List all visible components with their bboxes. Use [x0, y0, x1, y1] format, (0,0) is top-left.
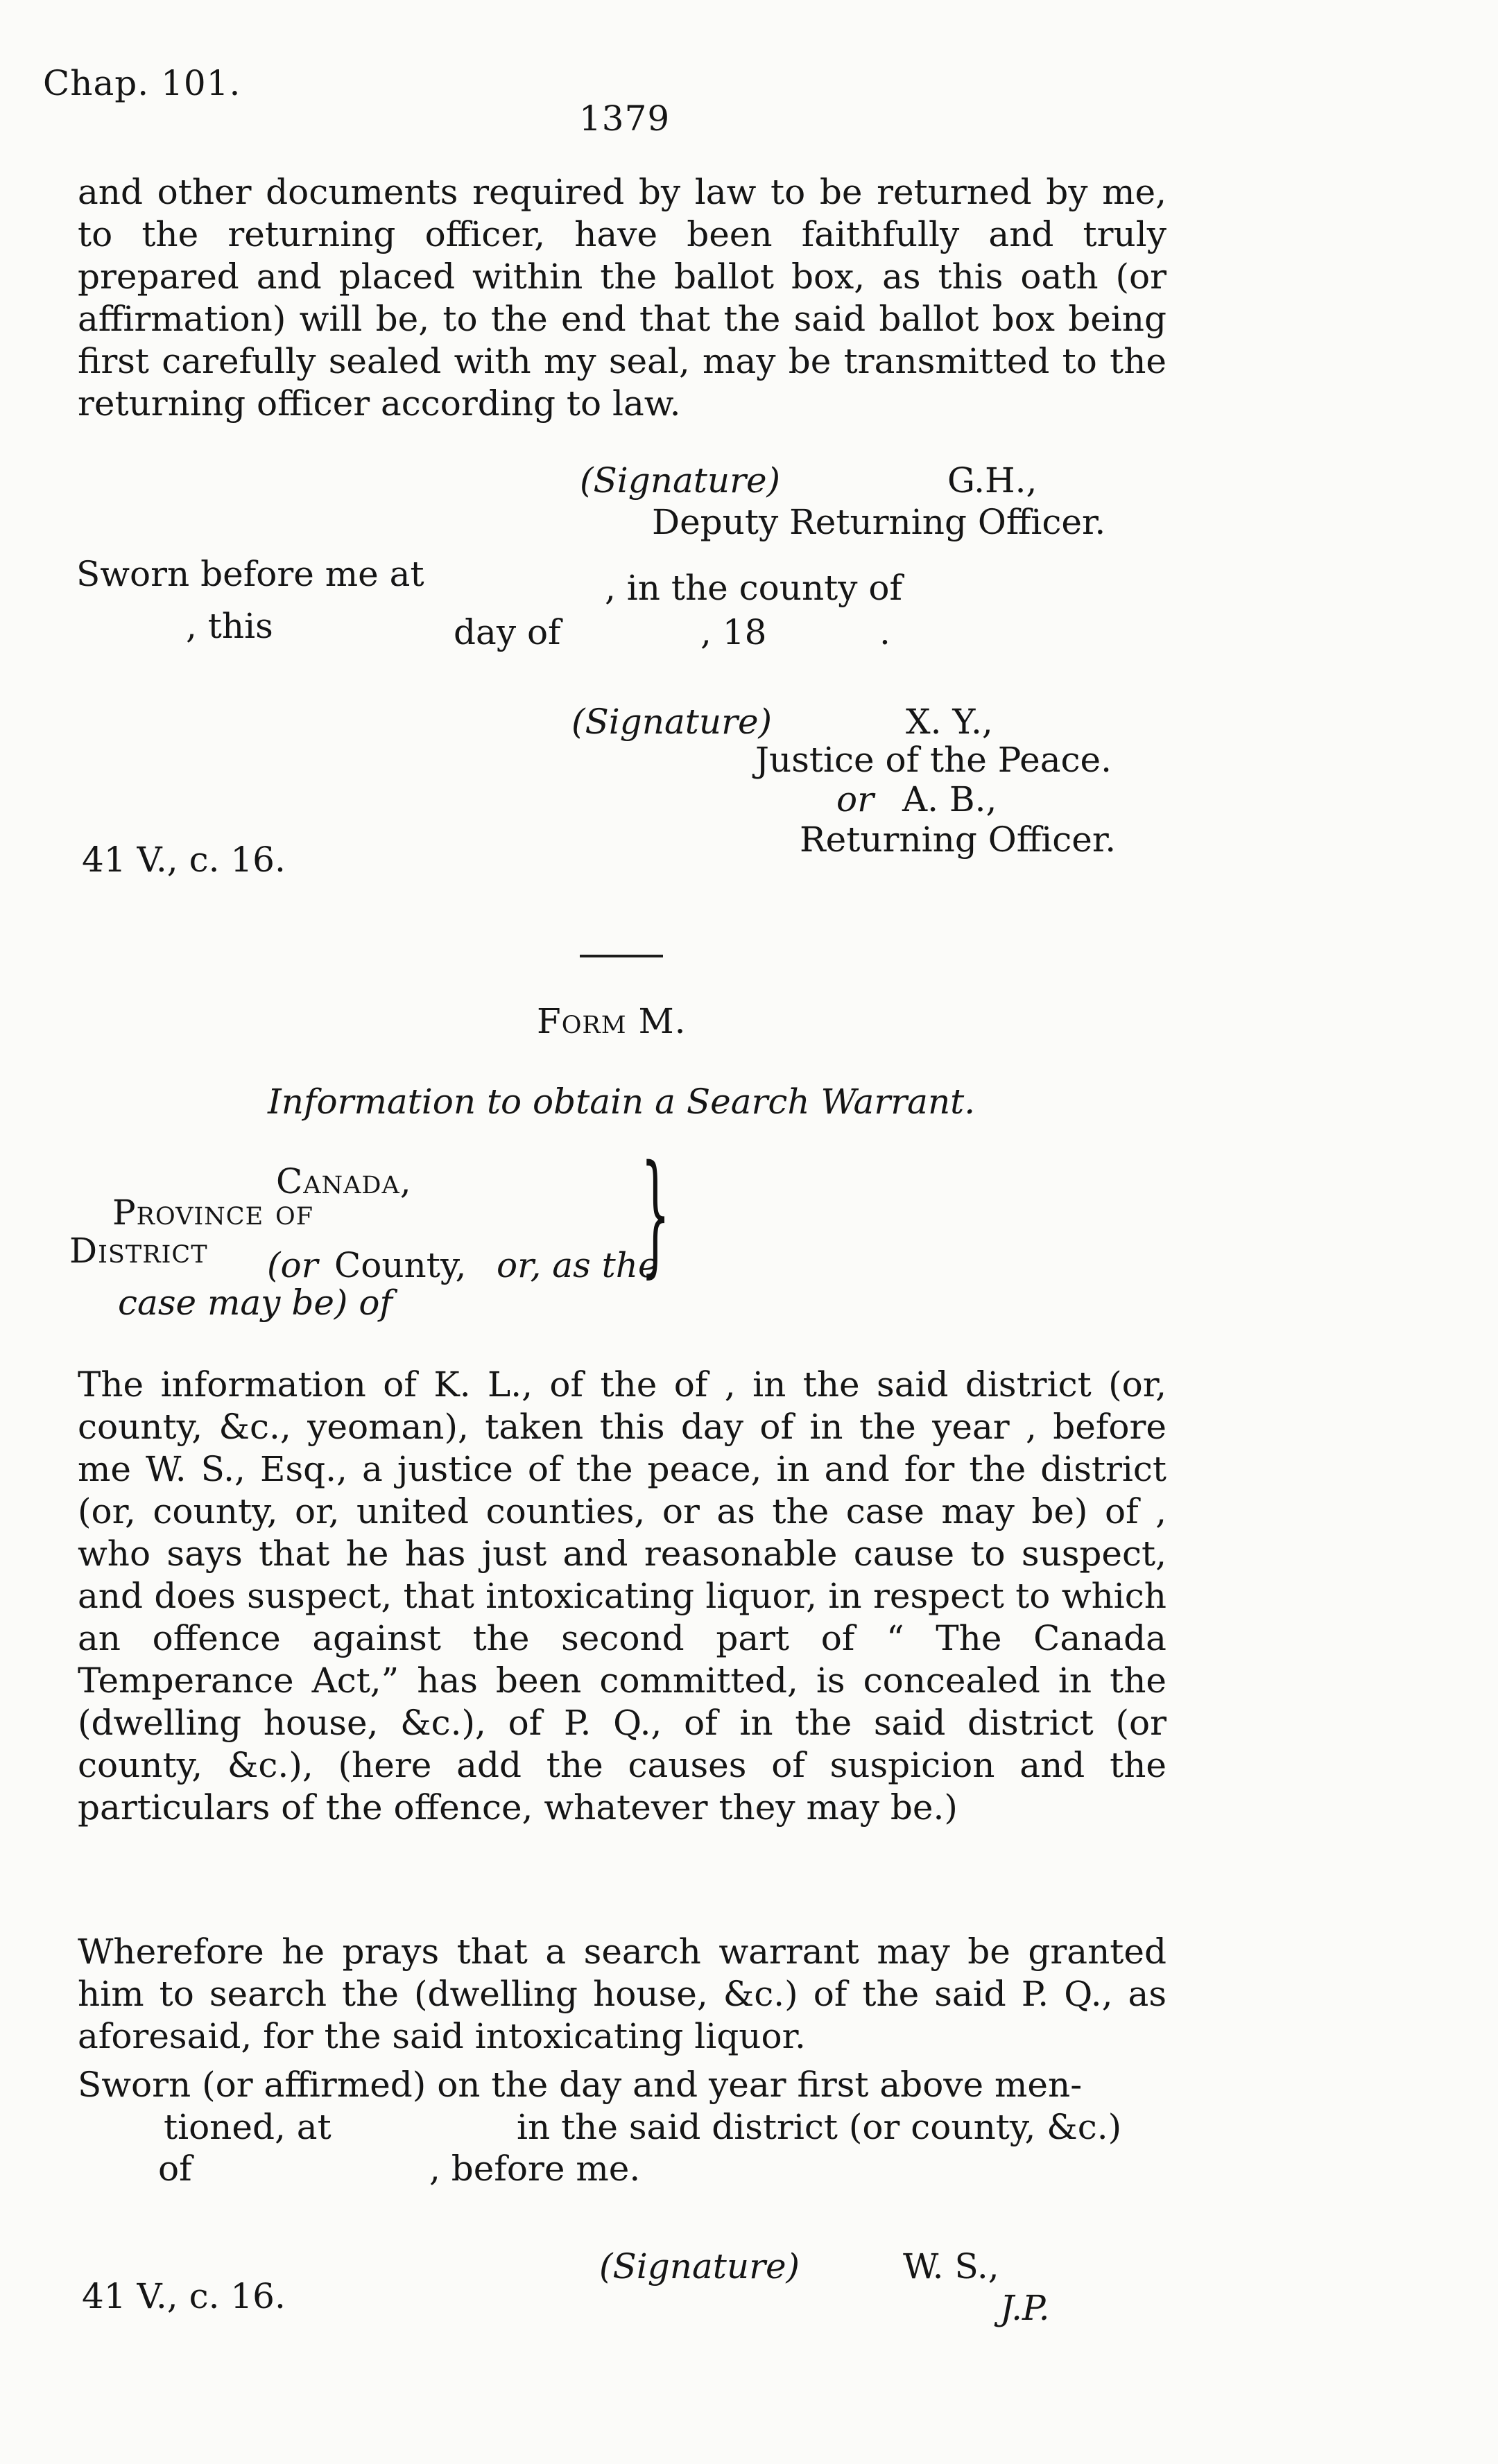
district-clause: in the said district (or county, &c.) — [517, 2107, 1122, 2147]
page-number: 1379 — [579, 98, 671, 139]
caption-county: County, — [334, 1245, 467, 1285]
information-paragraph: The information of K. L., of the of , in the said district (or, county, &c., yeoman), taken this day of in the year , before me W. S., Esq., a justice of the peace, in and for the district (or, county, or, united counties, or as the case may be) of , who says that he has just and reasonable cause to suspect, and does suspect, that intoxicating liquor, in respect to which an offence against the second part of “ The Canada Temperance Act,” has been committed, is concealed in the (dwelling house, &c.), of P. Q., of in the said district (or county, &c.), (here add the causes of suspicion and the particulars of the offence, whatever they may be.) — [78, 1364, 1166, 1828]
or-label: or — [836, 779, 875, 819]
section-divider — [580, 955, 663, 957]
county-of-label: , in the county of — [605, 568, 903, 608]
form-signature-title: J.P. — [1000, 2288, 1050, 2328]
sentence-end-period: . — [879, 612, 890, 652]
form-signature-label: (Signature) — [599, 2246, 800, 2287]
chapter-heading: Chap. 101. — [43, 63, 241, 103]
caption-district: District — [69, 1231, 208, 1271]
justice-title: Justice of the Peace. — [755, 740, 1112, 780]
caption-brace: } — [641, 1137, 671, 1290]
caption-as-the: or, as the — [497, 1245, 659, 1285]
signature-initials: G.H., — [947, 460, 1038, 501]
mentioned-at-label: tioned, at — [164, 2107, 332, 2147]
form-title: Form M. — [537, 1001, 687, 1041]
sworn-affirmed-line: Sworn (or affirmed) on the day and year first above men- — [78, 2065, 1083, 2105]
top-citation: 41 V., c. 16. — [82, 840, 286, 880]
wherefore-paragraph: Wherefore he prays that a search warrant may be granted him to search the (dwelling house, &c.) of the said P. Q., as aforesaid, for the said intoxicating liquor. — [78, 1932, 1166, 2056]
returning-officer-title: Returning Officer. — [800, 819, 1117, 860]
deputy-returning-officer-title: Deputy Returning Officer. — [652, 502, 1106, 542]
form-signature-name: W. S., — [903, 2246, 999, 2287]
day-of-label: day of — [454, 612, 561, 652]
justice-signature-name: X. Y., — [906, 702, 993, 742]
signature-label: (Signature) — [580, 460, 781, 501]
caption-case-may-be: case may be) of — [118, 1283, 393, 1323]
bottom-citation: 41 V., c. 16. — [82, 2276, 286, 2316]
before-me-label: , before me. — [429, 2149, 641, 2189]
this-day-label: , this — [186, 606, 273, 646]
justice-signature-label: (Signature) — [571, 702, 773, 742]
caption-canada: Canada, — [276, 1161, 412, 1201]
alternate-name: A. B., — [902, 779, 997, 819]
caption-or: (or — [267, 1245, 318, 1285]
of-label: of — [158, 2149, 192, 2189]
sworn-before-label: Sworn before me at — [76, 554, 424, 594]
form-subtitle: Information to obtain a Search Warrant. — [268, 1082, 976, 1122]
oath-paragraph: and other documents required by law to be returned by me, to the returning officer, have been faithfully and truly prepared and placed within the ballot box, as this oath (or affirmation) will be, to the end that the said ballot box being first carefully sealed with my seal, may be transmitted to the returning officer according to law. — [78, 172, 1166, 424]
caption-province: Province of — [112, 1192, 314, 1233]
year-prefix: , 18 — [700, 612, 767, 652]
